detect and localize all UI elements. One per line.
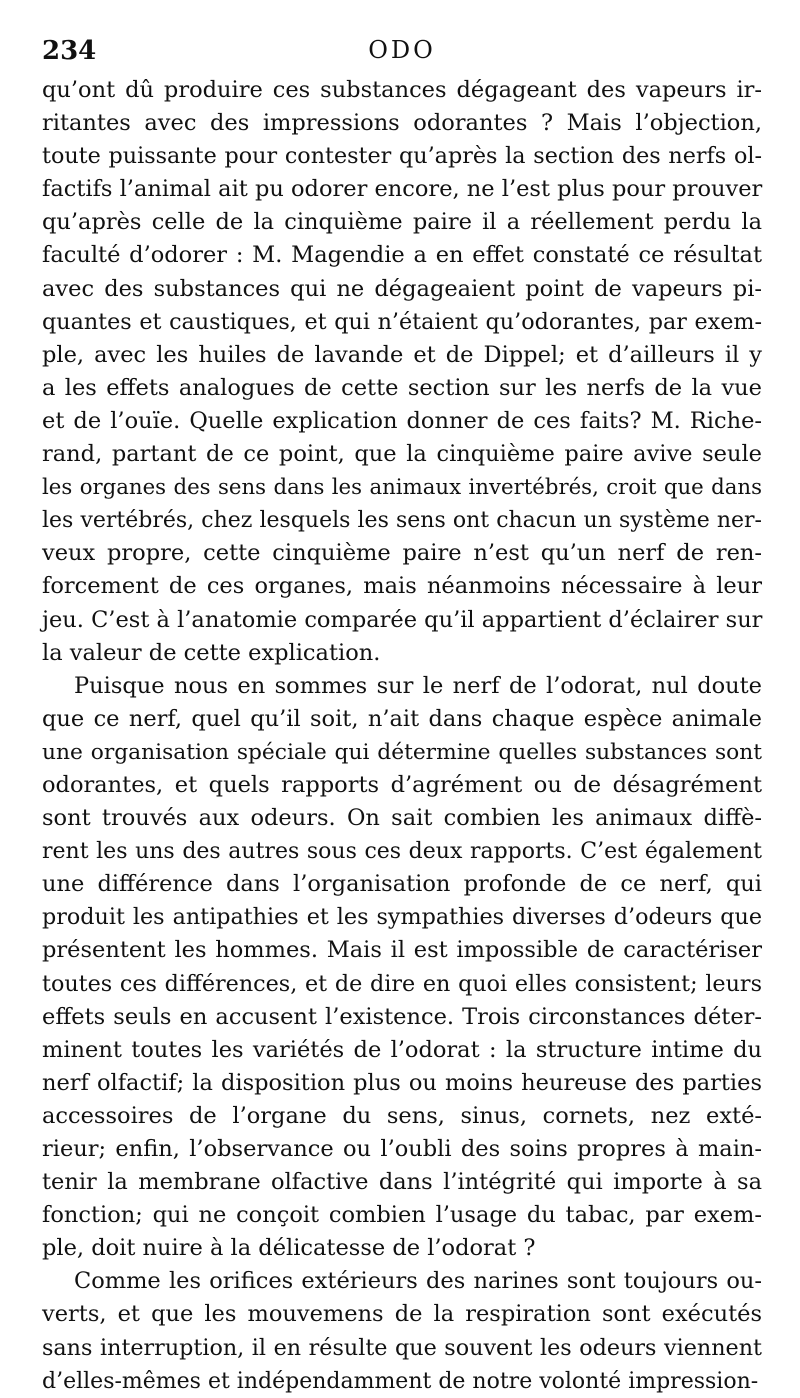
page-number: 234 <box>42 36 97 66</box>
text-line: que ce nerf, quel qu’il soit, n’ait dans chaque espèce animale <box>42 705 762 732</box>
text-line: verts, et que les mouvemens de la respiration sont exécutés <box>42 1301 762 1328</box>
page-header <box>42 30 762 74</box>
text-line: veux propre, cette cinquième paire n’est qu’un nerf de ren- <box>42 540 762 567</box>
text-line: une différence dans l’organisation profonde de ce nerf, qui <box>42 871 762 898</box>
text-line: Puisque nous en sommes sur le nerf de l’odorat, nul doute <box>74 672 762 699</box>
text-line: avec des substances qui ne dégageaient point de vapeurs pi- <box>42 275 762 302</box>
paragraph <box>42 670 762 1266</box>
text-line: une organisation spéciale qui détermine quelles substances sont <box>42 739 762 765</box>
text-line: toute puissante pour contester qu’après la section des nerfs ol- <box>42 143 762 170</box>
text-line: qu’après celle de la cinquième paire il a réellement perdu la <box>42 209 762 236</box>
text-line: odorantes, et quels rapports d’agrément ou de désagrément <box>42 771 762 798</box>
text-line: rieur; enfin, l’observance ou l’oubli des soins propres à main- <box>42 1136 762 1162</box>
text-line: ple, avec les huiles de lavande et de Dippel; et d’ailleurs il y <box>42 341 762 368</box>
text-line: factifs l’animal ait pu odorer encore, ne l’est plus pour prouver <box>42 176 763 203</box>
text-line: forcement de ces organes, mais néanmoins nécessaire à leur <box>42 573 762 600</box>
text-line: et de l’ouïe. Quelle explication donner de ces faits? M. Riche- <box>42 407 762 434</box>
text-line: Comme les orifices extérieurs des narines sont toujours ou- <box>74 1268 762 1295</box>
body-text <box>42 74 762 1398</box>
text-line: ritantes avec des impressions odorantes ? Mais l’objection, <box>42 110 762 137</box>
text-line: produit les antipathies et les sympathies diverses d’odeurs que <box>42 904 762 931</box>
text-line: tenir la membrane olfactive dans l’intégrité qui importe à sa <box>42 1169 762 1196</box>
text-line: fonction; qui ne conçoit combien l’usage du tabac, par exem- <box>42 1202 762 1229</box>
text-line: toutes ces différences, et de dire en quoi elles consistent; leurs <box>42 970 762 997</box>
text-line: jeu. C’est à l’anatomie comparée qu’il appartient d’éclairer sur <box>42 606 763 633</box>
text-line: sont trouvés aux odeurs. On sait combien les animaux diffè- <box>42 805 762 832</box>
text-line: nerf olfactif; la disposition plus ou moins heureuse des parties <box>42 1069 762 1096</box>
text-line: d’elles-mêmes et indépendamment de notre volonté impression- <box>42 1368 759 1394</box>
text-line: accessoires de l’organe du sens, sinus, cornets, nez exté- <box>42 1102 762 1129</box>
paragraph <box>42 1265 762 1397</box>
text-line: minent toutes les variétés de l’odorat : la structure intime du <box>42 1036 762 1063</box>
text-line: a les effets analogues de cette section sur les nerfs de la vue <box>42 374 762 401</box>
text-line: sans interruption, il en résulte que souvent les odeurs viennent <box>42 1334 762 1361</box>
text-line: faculté d’odorer : M. Magendie a en effet constaté ce résultat <box>42 242 762 269</box>
paragraph <box>42 74 762 670</box>
text-line: rand, partant de ce point, que la cinquième paire avive seule <box>42 441 762 468</box>
text-line: rent les uns des autres sous ces deux rapports. C’est également <box>42 839 762 865</box>
running-head: ODO <box>368 36 436 64</box>
text-line: la valeur de cette explication. <box>42 639 381 666</box>
text-line: ple, doit nuire à la délicatesse de l’odorat ? <box>42 1235 536 1262</box>
text-line: les organes des sens dans les animaux invertébrés, croit que dans <box>42 475 762 501</box>
text-line: quantes et caustiques, et qui n’étaient qu’odorantes, par exem- <box>42 308 762 335</box>
text-line: présentent les hommes. Mais il est impossible de caractériser <box>42 937 762 964</box>
text-line: effets seuls en accusent l’existence. Trois circonstances déter- <box>42 1003 762 1030</box>
text-line: les vertébrés, chez lesquels les sens ont chacun un système ner- <box>42 508 762 534</box>
text-line: qu’ont dû produire ces substances dégageant des vapeurs ir- <box>42 77 762 103</box>
